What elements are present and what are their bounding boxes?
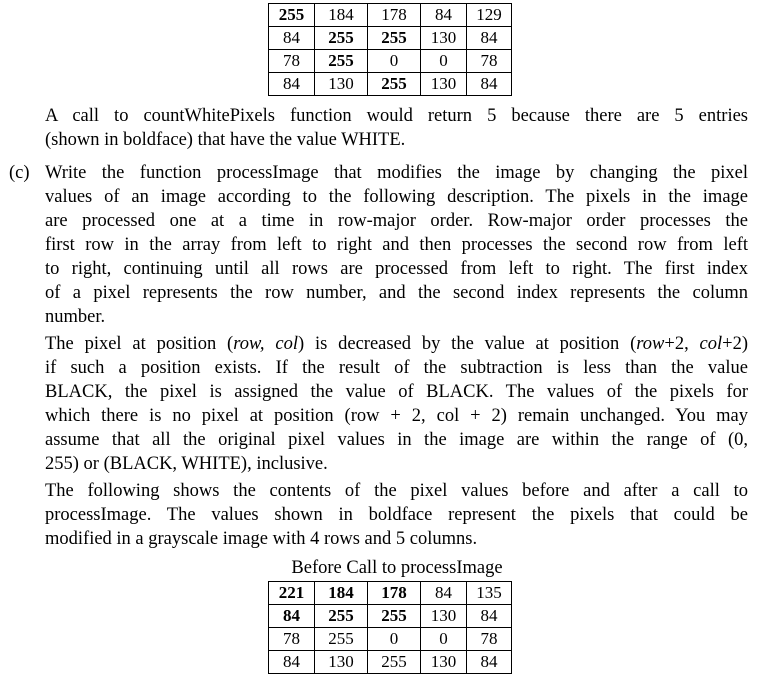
part-c-line-4: first row in the array from left to right and then processes the second row from left <box>45 235 748 255</box>
table-cell: 84 <box>467 27 512 50</box>
table-cell: 78 <box>467 628 512 651</box>
table-cell: 130 <box>315 73 368 96</box>
rule-line-6: 255) or (BLACK, WHITE), inclusive. <box>45 454 328 474</box>
table-row <box>269 73 512 96</box>
count-explanation-line-1: A call to countWhitePixels function would return 5 because there are 5 entries <box>45 106 748 126</box>
table-cell: 84 <box>269 73 315 96</box>
example-intro-line-2: processImage. The values shown in boldface represent the pixels that could be <box>45 505 748 525</box>
table-cell: 255 <box>315 628 368 651</box>
table-cell: 78 <box>467 50 512 73</box>
rule-line-4: which there is no pixel at position (row + 2, col + 2) remain unchanged. You may <box>45 406 748 426</box>
table-cell: 130 <box>315 651 368 674</box>
rule-line-2: if such a position exists. If the result of the subtraction is less than the value <box>45 358 748 378</box>
table-cell: 129 <box>467 4 512 27</box>
table-cell: 84 <box>269 605 315 628</box>
part-c-line-7: number. <box>45 307 106 327</box>
table-cell: 84 <box>467 651 512 674</box>
pixel-table-example <box>268 3 512 96</box>
table-row <box>269 27 512 50</box>
table-cell: 0 <box>368 628 421 651</box>
table-row <box>269 50 512 73</box>
table-cell: 84 <box>421 4 467 27</box>
pixel-table-before <box>268 581 512 674</box>
table-cell: 255 <box>315 27 368 50</box>
table-cell: 221 <box>269 582 315 605</box>
table-cell: 184 <box>315 582 368 605</box>
table-cell: 255 <box>368 605 421 628</box>
table-row <box>269 605 512 628</box>
part-c-line-2: values of an image according to the following description. The pixels in the image <box>45 187 748 207</box>
table-cell: 130 <box>421 27 467 50</box>
table-cell: 255 <box>315 605 368 628</box>
table-cell: 84 <box>467 73 512 96</box>
table-cell: 78 <box>269 50 315 73</box>
part-c-line-6: of a pixel represents the row number, and the second index represents the column <box>45 283 748 303</box>
part-c-line-1: Write the function processImage that modifies the image by changing the pixel <box>45 163 748 183</box>
table-cell: 84 <box>269 651 315 674</box>
rule-line-1: The pixel at position (row, col) is decreased by the value at position (row+2, col+2) <box>45 334 748 354</box>
table-cell: 84 <box>421 582 467 605</box>
table-cell: 78 <box>269 628 315 651</box>
table-row <box>269 4 512 27</box>
example-intro-line-1: The following shows the contents of the pixel values before and after a call to <box>45 481 748 501</box>
table-row <box>269 582 512 605</box>
table-cell: 178 <box>368 582 421 605</box>
count-explanation-line-2: (shown in boldface) that have the value WHITE. <box>45 130 406 150</box>
part-c-label: (c) <box>9 163 30 183</box>
table-row <box>269 651 512 674</box>
rule-line-3: BLACK, the pixel is assigned the value of BLACK. The values of the pixels for <box>45 382 748 402</box>
table-cell: 130 <box>421 651 467 674</box>
table-cell: 0 <box>421 50 467 73</box>
table-cell: 135 <box>467 582 512 605</box>
table-cell: 84 <box>467 605 512 628</box>
part-c-line-5: to right, continuing until all rows are processed from left to right. The first index <box>45 259 748 279</box>
table-cell: 178 <box>368 4 421 27</box>
table-cell: 255 <box>315 50 368 73</box>
table-cell: 255 <box>368 27 421 50</box>
table-cell: 255 <box>368 651 421 674</box>
table-cell: 255 <box>368 73 421 96</box>
example-intro-line-3: modified in a grayscale image with 4 rows and 5 columns. <box>45 529 478 549</box>
rule-line-5: assume that all the original pixel values in the image are within the range of (0, <box>45 430 748 450</box>
table-cell: 84 <box>269 27 315 50</box>
table-cell: 0 <box>421 628 467 651</box>
part-c-line-3: are processed one at a time in row-major order. Row-major order processes the <box>45 211 748 231</box>
table-cell: 184 <box>315 4 368 27</box>
table-cell: 255 <box>269 4 315 27</box>
table-cell: 130 <box>421 73 467 96</box>
table-row <box>269 628 512 651</box>
table-caption: Before Call to processImage <box>291 558 503 578</box>
table-cell: 0 <box>368 50 421 73</box>
table-cell: 130 <box>421 605 467 628</box>
